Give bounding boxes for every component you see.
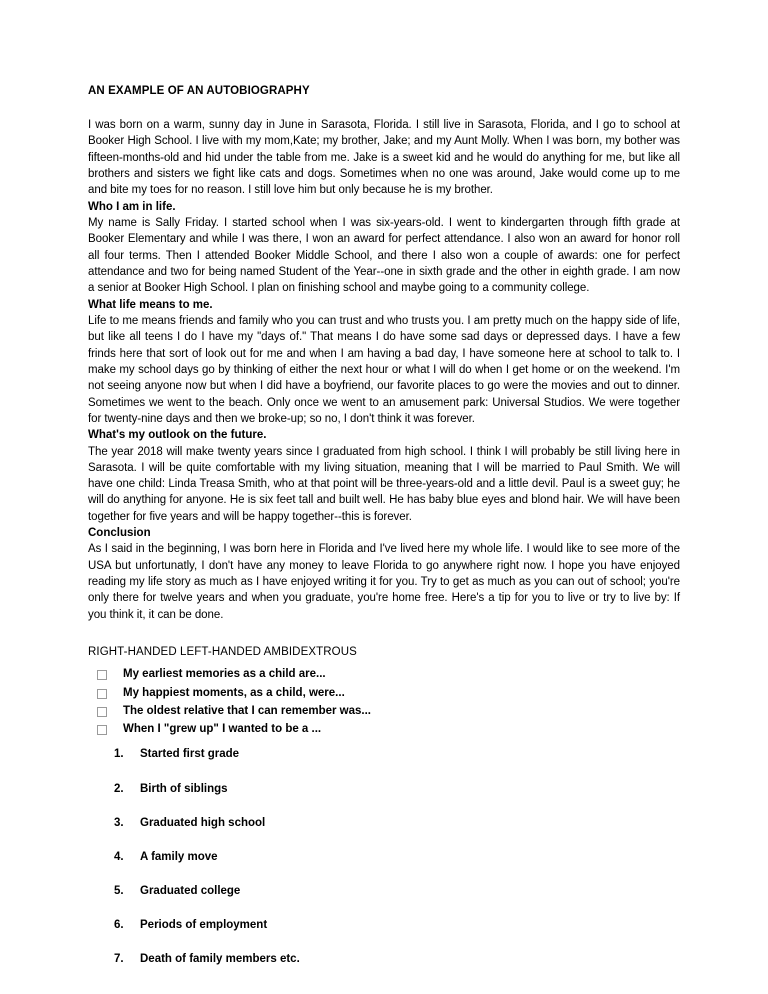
list-item [88, 883, 680, 899]
list-item-label: Death of family members etc. [140, 953, 300, 965]
list-item [88, 746, 680, 762]
section-heading-conclusion: Conclusion [88, 527, 151, 540]
checklist-item-label: My happiest moments, as a child, were... [123, 686, 345, 699]
paragraph-intro: I was born on a warm, sunny day in June in Sarasota, Florida. I still live in Sarasota, Florida, and I go to school at Booker High School. I live with my mom,Kate; my brother, Jake; and my Aunt Molly. When I was born, my bother was fifteen-months-old and hid under the table from me. Jake is a sweet kid and he would do anything for me, but like all brothers and sisters we fight like cats and dogs. Sometimes when no one was around, Jake would come up to me and bite my toes for no reason. I still love him but only because he is my brother. [88, 118, 680, 197]
checklist-item-label: When I "grew up" I wanted to be a ... [123, 723, 322, 736]
list-item [88, 951, 680, 967]
section-body-conclusion: As I said in the beginning, I was born here in Florida and I've lived here my whole life. I would like to see more of the USA but unfortunatly, I don't have any money to leave Florida to go anywhere right now. I hope you have enjoyed reading my life story as much as I have enjoyed writing it for you. Try to get as much as you can out of school; you're only there for twelve years and when you graduate, you're home free. Here's a tip for you to live or try to live by: If you think it, it can be done. [88, 543, 680, 621]
list-item[interactable] [88, 703, 680, 720]
checkbox-icon[interactable] [97, 707, 107, 717]
prompt-checklist [88, 666, 680, 738]
section-heading-my-outlook: What's my outlook on the future. [88, 429, 267, 442]
list-item [88, 849, 680, 865]
checklist-item-label: My earliest memories as a child are... [123, 668, 326, 681]
section-body-what-life-means: Life to me means friends and family who you can trust and who trusts you. I am pretty much on the happy side of life, but like all teens I do I have my "days of." That means I do have some sad days or depressed days. I have a few frinds here that sort of look out for me and when I am having a bad day, I have someone here at school to talk to. I make my school days go by thinking of either the next hour or what I will do when I get home or on the weekend. I'm not seeing anyone now but when I did have a boyfriend, our favorite places to go were the movies and out to dinner. Sometimes we went to the beach. Only once we went to an amusement park: Universal Studios. We were together for twenty-nine days and then we broke-up; so no, I don't think it was forever. [88, 314, 680, 425]
section-heading-who-i-am: Who I am in life. [88, 200, 176, 213]
list-item-label: Graduated college [140, 884, 241, 897]
list-item [88, 781, 680, 797]
list-item[interactable] [88, 666, 680, 683]
list-item-label: Started first grade [140, 748, 240, 761]
list-item-number: 1. [114, 748, 124, 761]
list-item-number: 3. [114, 816, 124, 829]
page-title: AN EXAMPLE OF AN AUTOBIOGRAPHY [88, 85, 310, 97]
list-item-number: 6. [114, 918, 124, 931]
list-item[interactable] [88, 721, 680, 738]
list-item [88, 815, 680, 831]
section-heading-what-life-means: What life means to me. [88, 298, 213, 311]
list-item [88, 917, 680, 933]
handedness-line: RIGHT-HANDED LEFT-HANDED AMBIDEXTROUS [88, 646, 357, 659]
list-item-label: A family move [140, 850, 218, 863]
section-spacer [88, 623, 680, 644]
list-item-number: 5. [114, 884, 124, 897]
section-body-who-i-am: My name is Sally Friday. I started school when I was six-years-old. I went to kindergarten through fifth grade at Booker Elementary and while I was there, I won an award for perfect attendance. I also won an award for honor roll all four terms. Then I attended Booker Middle School, and there I also won a couple of awards: one for perfect attendance and two for being named Student of the Year--one in sixth grade and the other in eighth grade. I am now a senior at Booker High School. I plan on finishing school and maybe going to a community college. [88, 216, 680, 295]
milestones-list [88, 746, 680, 967]
list-item-number: 2. [114, 782, 124, 795]
checkbox-icon[interactable] [97, 689, 107, 699]
list-item[interactable] [88, 685, 680, 702]
list-item-number: 7. [114, 953, 124, 965]
list-item-number: 4. [114, 850, 124, 863]
list-item-label: Graduated high school [140, 816, 266, 829]
section-body-my-outlook: The year 2018 will make twenty years since I graduated from high school. I think I will probably be still living here in Sarasota. I will be quite comfortable with my living situation, meaning that I will be married to Paul Smith. We will have one child: Linda Treasa Smith, who at that point will be three-years-old and a little devil. Paul is a sweet guy; he will do anything for anyone. He is six feet tall and built well. He has baby blue eyes and blond hair. We will have been together for five years and will be happy together--this is forever. [88, 445, 680, 523]
list-item-label: Periods of employment [140, 918, 268, 931]
list-item-label: Birth of siblings [140, 782, 228, 795]
checklist-item-label: The oldest relative that I can remember was... [123, 704, 371, 717]
checkbox-icon[interactable] [97, 725, 107, 735]
checkbox-icon[interactable] [97, 670, 107, 680]
